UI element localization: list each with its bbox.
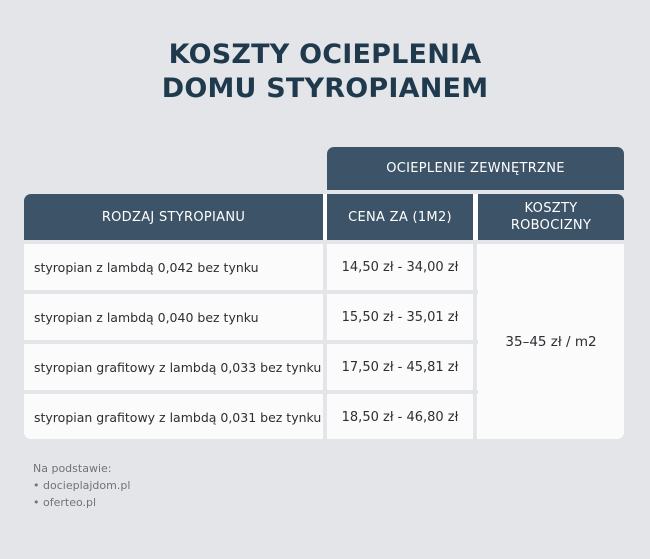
- source-item: • docieplajdom.pl: [33, 477, 130, 494]
- table-row-1-type: styropian z lambdą 0,042 bez tynku: [24, 244, 323, 290]
- title-line-2: DOMU STYROPIANEM: [161, 73, 489, 104]
- table-row-2-type: styropian z lambdą 0,040 bez tynku: [24, 294, 323, 340]
- page-title: [0, 38, 650, 106]
- table-row-1-price: 14,50 zł - 34,00 zł: [327, 244, 473, 290]
- title-line-1: KOSZTY OCIEPLENIA: [168, 39, 482, 70]
- table-row-4-price: 18,50 zł - 46,80 zł: [327, 394, 473, 439]
- column-header-type: RODZAJ STYROPIANU: [24, 194, 323, 240]
- table-row-3-price: 17,50 zł - 45,81 zł: [327, 344, 473, 390]
- column-divider: [473, 240, 477, 439]
- source-label: Na podstawie:: [33, 462, 112, 475]
- column-header-labor-label: KOSZTY ROBOCIZNY: [510, 201, 592, 233]
- column-header-labor: [478, 194, 624, 240]
- labor-cost-cell: 35–45 zł / m2: [478, 244, 624, 439]
- column-header-price: CENA ZA (1M2): [327, 194, 473, 240]
- cost-table: [24, 194, 624, 439]
- column-divider: [323, 240, 327, 439]
- source-item: • oferteo.pl: [33, 494, 130, 511]
- table-row-3-type: styropian grafitowy z lambdą 0,033 bez tynku: [24, 344, 323, 390]
- table-row-4-type: styropian grafitowy z lambdą 0,031 bez tynku: [24, 394, 323, 439]
- table-row-2-price: 15,50 zł - 35,01 zł: [327, 294, 473, 340]
- group-header-external-insulation: OCIEPLENIE ZEWNĘTRZNE: [327, 147, 624, 190]
- source-note: [33, 460, 130, 511]
- source-list: [33, 477, 130, 511]
